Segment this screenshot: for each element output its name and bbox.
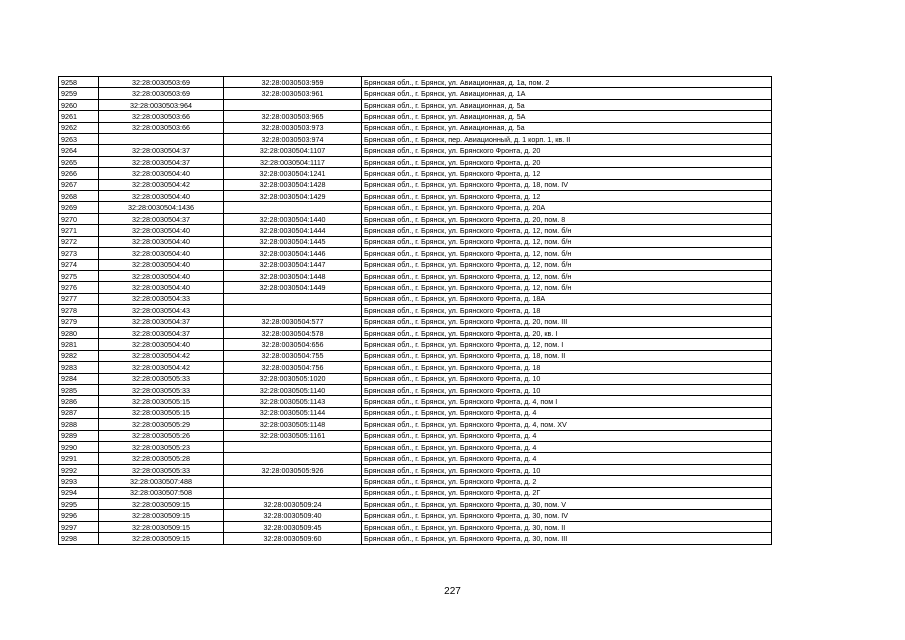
address-cell: Брянская обл., г. Брянск, ул. Брянского Фронта, д. 12, пом. б/н xyxy=(362,282,772,293)
quarter-cadastral-number-cell: 32:28:0030509:15 xyxy=(99,499,224,510)
quarter-cadastral-number-cell: 32:28:0030505:33 xyxy=(99,384,224,395)
address-cell: Брянская обл., г. Брянск, ул. Брянского Фронта, д. 20А xyxy=(362,202,772,213)
object-cadastral-number-cell: 32:28:0030504:1444 xyxy=(224,225,362,236)
address-cell: Брянская обл., г. Брянск, ул. Брянского Фронта, д. 18 xyxy=(362,362,772,373)
table-row xyxy=(59,350,772,361)
address-cell: Брянская обл., г. Брянск, ул. Брянского Фронта, д. 4 xyxy=(362,430,772,441)
object-cadastral-number-cell: 32:28:0030505:1140 xyxy=(224,384,362,395)
quarter-cadastral-number-cell: 32:28:0030504:37 xyxy=(99,156,224,167)
quarter-cadastral-number-cell: 32:28:0030503:66 xyxy=(99,122,224,133)
address-cell: Брянская обл., г. Брянск, ул. Брянского Фронта, д. 30, пом. III xyxy=(362,533,772,544)
object-cadastral-number-cell: 32:28:0030504:577 xyxy=(224,316,362,327)
table-row xyxy=(59,384,772,395)
table-row xyxy=(59,487,772,498)
row-number-cell: 9262 xyxy=(59,122,99,133)
table-row xyxy=(59,134,772,145)
object-cadastral-number-cell: 32:28:0030504:1449 xyxy=(224,282,362,293)
object-cadastral-number-cell xyxy=(224,487,362,498)
quarter-cadastral-number-cell: 32:28:0030504:42 xyxy=(99,179,224,190)
object-cadastral-number-cell: 32:28:0030504:578 xyxy=(224,327,362,338)
table-row xyxy=(59,327,772,338)
quarter-cadastral-number-cell: 32:28:0030504:33 xyxy=(99,293,224,304)
quarter-cadastral-number-cell: 32:28:0030504:40 xyxy=(99,168,224,179)
table-row xyxy=(59,88,772,99)
table-row xyxy=(59,213,772,224)
object-cadastral-number-cell: 32:28:0030505:1148 xyxy=(224,419,362,430)
quarter-cadastral-number-cell: 32:28:0030504:40 xyxy=(99,248,224,259)
row-number-cell: 9290 xyxy=(59,442,99,453)
row-number-cell: 9273 xyxy=(59,248,99,259)
table-row xyxy=(59,270,772,281)
row-number-cell: 9270 xyxy=(59,213,99,224)
quarter-cadastral-number-cell: 32:28:0030509:15 xyxy=(99,533,224,544)
quarter-cadastral-number-cell: 32:28:0030504:40 xyxy=(99,270,224,281)
address-cell: Брянская обл., г. Брянск, ул. Брянского Фронта, д. 10 xyxy=(362,384,772,395)
table-row xyxy=(59,259,772,270)
object-cadastral-number-cell: 32:28:0030505:1161 xyxy=(224,430,362,441)
address-cell: Брянская обл., г. Брянск, ул. Брянского Фронта, д. 4, пом I xyxy=(362,396,772,407)
row-number-cell: 9271 xyxy=(59,225,99,236)
quarter-cadastral-number-cell: 32:28:0030507:488 xyxy=(99,476,224,487)
row-number-cell: 9260 xyxy=(59,99,99,110)
object-cadastral-number-cell: 32:28:0030504:1107 xyxy=(224,145,362,156)
address-cell: Брянская обл., г. Брянск, пер. Авиационный, д. 1 корп. 1, кв. II xyxy=(362,134,772,145)
address-cell: Брянская обл., г. Брянск, ул. Брянского Фронта, д. 20 xyxy=(362,156,772,167)
row-number-cell: 9293 xyxy=(59,476,99,487)
quarter-cadastral-number-cell: 32:28:0030504:40 xyxy=(99,259,224,270)
address-cell: Брянская обл., г. Брянск, ул. Брянского Фронта, д. 30, пом. V xyxy=(362,499,772,510)
table-row xyxy=(59,122,772,133)
table-row xyxy=(59,476,772,487)
table-row xyxy=(59,99,772,110)
quarter-cadastral-number-cell: 32:28:0030505:26 xyxy=(99,430,224,441)
table-row xyxy=(59,442,772,453)
table-row xyxy=(59,179,772,190)
row-number-cell: 9267 xyxy=(59,179,99,190)
address-cell: Брянская обл., г. Брянск, ул. Брянского Фронта, д. 10 xyxy=(362,373,772,384)
row-number-cell: 9276 xyxy=(59,282,99,293)
quarter-cadastral-number-cell: 32:28:0030505:33 xyxy=(99,464,224,475)
table-row xyxy=(59,396,772,407)
row-number-cell: 9286 xyxy=(59,396,99,407)
address-cell: Брянская обл., г. Брянск, ул. Брянского Фронта, д. 4 xyxy=(362,407,772,418)
registry-table-body xyxy=(59,77,772,545)
table-row xyxy=(59,236,772,247)
quarter-cadastral-number-cell: 32:28:0030509:15 xyxy=(99,521,224,532)
quarter-cadastral-number-cell: 32:28:0030504:37 xyxy=(99,327,224,338)
object-cadastral-number-cell: 32:28:0030503:959 xyxy=(224,77,362,88)
address-cell: Брянская обл., г. Брянск, ул. Брянского Фронта, д. 20, пом. III xyxy=(362,316,772,327)
object-cadastral-number-cell: 32:28:0030505:1144 xyxy=(224,407,362,418)
row-number-cell: 9258 xyxy=(59,77,99,88)
row-number-cell: 9283 xyxy=(59,362,99,373)
object-cadastral-number-cell xyxy=(224,305,362,316)
table-row xyxy=(59,373,772,384)
object-cadastral-number-cell: 32:28:0030509:40 xyxy=(224,510,362,521)
quarter-cadastral-number-cell: 32:28:0030504:37 xyxy=(99,145,224,156)
address-cell: Брянская обл., г. Брянск, ул. Брянского Фронта, д. 18А xyxy=(362,293,772,304)
address-cell: Брянская обл., г. Брянск, ул. Брянского Фронта, д. 12, пом. б/н xyxy=(362,248,772,259)
address-cell: Брянская обл., г. Брянск, ул. Авиационная, д. 1А xyxy=(362,88,772,99)
object-cadastral-number-cell: 32:28:0030504:756 xyxy=(224,362,362,373)
address-cell: Брянская обл., г. Брянск, ул. Брянского Фронта, д. 18, пом. IV xyxy=(362,179,772,190)
table-row xyxy=(59,533,772,544)
quarter-cadastral-number-cell: 32:28:0030505:28 xyxy=(99,453,224,464)
address-cell: Брянская обл., г. Брянск, ул. Брянского Фронта, д. 4, пом. XV xyxy=(362,419,772,430)
address-cell: Брянская обл., г. Брянск, ул. Брянского Фронта, д. 20, кв. I xyxy=(362,327,772,338)
row-number-cell: 9296 xyxy=(59,510,99,521)
quarter-cadastral-number-cell: 32:28:0030504:40 xyxy=(99,236,224,247)
table-row xyxy=(59,168,772,179)
address-cell: Брянская обл., г. Брянск, ул. Брянского Фронта, д. 20, пом. 8 xyxy=(362,213,772,224)
table-row xyxy=(59,225,772,236)
address-cell: Брянская обл., г. Брянск, ул. Авиационная, д. 5а xyxy=(362,122,772,133)
address-cell: Брянская обл., г. Брянск, ул. Брянского Фронта, д. 2Г xyxy=(362,487,772,498)
address-cell: Брянская обл., г. Брянск, ул. Брянского Фронта, д. 12 xyxy=(362,191,772,202)
address-cell: Брянская обл., г. Брянск, ул. Брянского Фронта, д. 12, пом. б/н xyxy=(362,270,772,281)
quarter-cadastral-number-cell: 32:28:0030505:33 xyxy=(99,373,224,384)
row-number-cell: 9284 xyxy=(59,373,99,384)
row-number-cell: 9264 xyxy=(59,145,99,156)
row-number-cell: 9288 xyxy=(59,419,99,430)
object-cadastral-number-cell: 32:28:0030505:1020 xyxy=(224,373,362,384)
table-row xyxy=(59,77,772,88)
address-cell: Брянская обл., г. Брянск, ул. Брянского Фронта, д. 10 xyxy=(362,464,772,475)
row-number-cell: 9281 xyxy=(59,339,99,350)
row-number-cell: 9275 xyxy=(59,270,99,281)
object-cadastral-number-cell: 32:28:0030504:1448 xyxy=(224,270,362,281)
row-number-cell: 9277 xyxy=(59,293,99,304)
object-cadastral-number-cell xyxy=(224,476,362,487)
quarter-cadastral-number-cell: 32:28:0030505:15 xyxy=(99,396,224,407)
table-row xyxy=(59,156,772,167)
address-cell: Брянская обл., г. Брянск, ул. Брянского Фронта, д. 12, пом. I xyxy=(362,339,772,350)
row-number-cell: 9285 xyxy=(59,384,99,395)
object-cadastral-number-cell xyxy=(224,442,362,453)
address-cell: Брянская обл., г. Брянск, ул. Авиационная, д. 5а xyxy=(362,99,772,110)
object-cadastral-number-cell: 32:28:0030504:1428 xyxy=(224,179,362,190)
object-cadastral-number-cell xyxy=(224,293,362,304)
object-cadastral-number-cell: 32:28:0030504:1446 xyxy=(224,248,362,259)
row-number-cell: 9265 xyxy=(59,156,99,167)
object-cadastral-number-cell: 32:28:0030504:656 xyxy=(224,339,362,350)
row-number-cell: 9291 xyxy=(59,453,99,464)
quarter-cadastral-number-cell: 32:28:0030503:66 xyxy=(99,111,224,122)
table-row xyxy=(59,430,772,441)
table-row xyxy=(59,316,772,327)
quarter-cadastral-number-cell: 32:28:0030504:1436 xyxy=(99,202,224,213)
address-cell: Брянская обл., г. Брянск, ул. Брянского Фронта, д. 12, пом. б/н xyxy=(362,225,772,236)
row-number-cell: 9297 xyxy=(59,521,99,532)
table-row xyxy=(59,191,772,202)
row-number-cell: 9278 xyxy=(59,305,99,316)
quarter-cadastral-number-cell: 32:28:0030505:29 xyxy=(99,419,224,430)
quarter-cadastral-number-cell: 32:28:0030507:508 xyxy=(99,487,224,498)
object-cadastral-number-cell: 32:28:0030504:1445 xyxy=(224,236,362,247)
object-cadastral-number-cell: 32:28:0030509:45 xyxy=(224,521,362,532)
page-number: 227 xyxy=(444,586,461,597)
object-cadastral-number-cell: 32:28:0030504:755 xyxy=(224,350,362,361)
quarter-cadastral-number-cell: 32:28:0030504:37 xyxy=(99,316,224,327)
object-cadastral-number-cell: 32:28:0030504:1440 xyxy=(224,213,362,224)
quarter-cadastral-number-cell: 32:28:0030505:23 xyxy=(99,442,224,453)
object-cadastral-number-cell: 32:28:0030505:926 xyxy=(224,464,362,475)
table-row xyxy=(59,464,772,475)
row-number-cell: 9266 xyxy=(59,168,99,179)
table-row xyxy=(59,248,772,259)
quarter-cadastral-number-cell: 32:28:0030504:42 xyxy=(99,350,224,361)
table-row xyxy=(59,453,772,464)
table-row xyxy=(59,362,772,373)
table-row xyxy=(59,111,772,122)
row-number-cell: 9295 xyxy=(59,499,99,510)
row-number-cell: 9298 xyxy=(59,533,99,544)
row-number-cell: 9294 xyxy=(59,487,99,498)
address-cell: Брянская обл., г. Брянск, ул. Брянского Фронта, д. 12 xyxy=(362,168,772,179)
object-cadastral-number-cell: 32:28:0030509:24 xyxy=(224,499,362,510)
row-number-cell: 9292 xyxy=(59,464,99,475)
object-cadastral-number-cell xyxy=(224,99,362,110)
address-cell: Брянская обл., г. Брянск, ул. Брянского Фронта, д. 20 xyxy=(362,145,772,156)
row-number-cell: 9269 xyxy=(59,202,99,213)
table-row xyxy=(59,293,772,304)
object-cadastral-number-cell: 32:28:0030504:1241 xyxy=(224,168,362,179)
address-cell: Брянская обл., г. Брянск, ул. Авиационная, д. 1а, пом. 2 xyxy=(362,77,772,88)
table-row xyxy=(59,145,772,156)
quarter-cadastral-number-cell: 32:28:0030504:40 xyxy=(99,191,224,202)
address-cell: Брянская обл., г. Брянск, ул. Брянского Фронта, д. 12, пом. б/н xyxy=(362,259,772,270)
object-cadastral-number-cell: 32:28:0030503:973 xyxy=(224,122,362,133)
quarter-cadastral-number-cell: 32:28:0030505:15 xyxy=(99,407,224,418)
table-row xyxy=(59,499,772,510)
row-number-cell: 9263 xyxy=(59,134,99,145)
address-cell: Брянская обл., г. Брянск, ул. Брянского Фронта, д. 18, пом. II xyxy=(362,350,772,361)
quarter-cadastral-number-cell: 32:28:0030504:40 xyxy=(99,282,224,293)
quarter-cadastral-number-cell: 32:28:0030503:69 xyxy=(99,88,224,99)
table-row xyxy=(59,510,772,521)
row-number-cell: 9261 xyxy=(59,111,99,122)
object-cadastral-number-cell: 32:28:0030504:1117 xyxy=(224,156,362,167)
table-row xyxy=(59,202,772,213)
table-row xyxy=(59,305,772,316)
address-cell: Брянская обл., г. Брянск, ул. Брянского Фронта, д. 4 xyxy=(362,453,772,464)
address-cell: Брянская обл., г. Брянск, ул. Брянского Фронта, д. 4 xyxy=(362,442,772,453)
quarter-cadastral-number-cell: 32:28:0030504:42 xyxy=(99,362,224,373)
row-number-cell: 9279 xyxy=(59,316,99,327)
object-cadastral-number-cell: 32:28:0030509:60 xyxy=(224,533,362,544)
quarter-cadastral-number-cell: 32:28:0030504:40 xyxy=(99,339,224,350)
quarter-cadastral-number-cell: 32:28:0030504:37 xyxy=(99,213,224,224)
table-row xyxy=(59,419,772,430)
row-number-cell: 9287 xyxy=(59,407,99,418)
quarter-cadastral-number-cell: 32:28:0030509:15 xyxy=(99,510,224,521)
table-row xyxy=(59,521,772,532)
table-row xyxy=(59,339,772,350)
row-number-cell: 9282 xyxy=(59,350,99,361)
table-row xyxy=(59,407,772,418)
object-cadastral-number-cell xyxy=(224,202,362,213)
row-number-cell: 9289 xyxy=(59,430,99,441)
row-number-cell: 9268 xyxy=(59,191,99,202)
address-cell: Брянская обл., г. Брянск, ул. Брянского Фронта, д. 12, пом. б/н xyxy=(362,236,772,247)
quarter-cadastral-number-cell: 32:28:0030503:69 xyxy=(99,77,224,88)
object-cadastral-number-cell: 32:28:0030503:961 xyxy=(224,88,362,99)
object-cadastral-number-cell: 32:28:0030504:1447 xyxy=(224,259,362,270)
quarter-cadastral-number-cell: 32:28:0030504:43 xyxy=(99,305,224,316)
object-cadastral-number-cell xyxy=(224,453,362,464)
quarter-cadastral-number-cell: 32:28:0030503:964 xyxy=(99,99,224,110)
address-cell: Брянская обл., г. Брянск, ул. Авиационная, д. 5А xyxy=(362,111,772,122)
quarter-cadastral-number-cell: 32:28:0030504:40 xyxy=(99,225,224,236)
object-cadastral-number-cell: 32:28:0030504:1429 xyxy=(224,191,362,202)
quarter-cadastral-number-cell xyxy=(99,134,224,145)
object-cadastral-number-cell: 32:28:0030503:974 xyxy=(224,134,362,145)
row-number-cell: 9272 xyxy=(59,236,99,247)
row-number-cell: 9274 xyxy=(59,259,99,270)
address-cell: Брянская обл., г. Брянск, ул. Брянского Фронта, д. 30, пом. IV xyxy=(362,510,772,521)
row-number-cell: 9259 xyxy=(59,88,99,99)
address-cell: Брянская обл., г. Брянск, ул. Брянского Фронта, д. 30, пом. II xyxy=(362,521,772,532)
object-cadastral-number-cell: 32:28:0030505:1143 xyxy=(224,396,362,407)
object-cadastral-number-cell: 32:28:0030503:965 xyxy=(224,111,362,122)
row-number-cell: 9280 xyxy=(59,327,99,338)
address-cell: Брянская обл., г. Брянск, ул. Брянского Фронта, д. 2 xyxy=(362,476,772,487)
table-row xyxy=(59,282,772,293)
registry-table xyxy=(58,76,772,545)
address-cell: Брянская обл., г. Брянск, ул. Брянского Фронта, д. 18 xyxy=(362,305,772,316)
